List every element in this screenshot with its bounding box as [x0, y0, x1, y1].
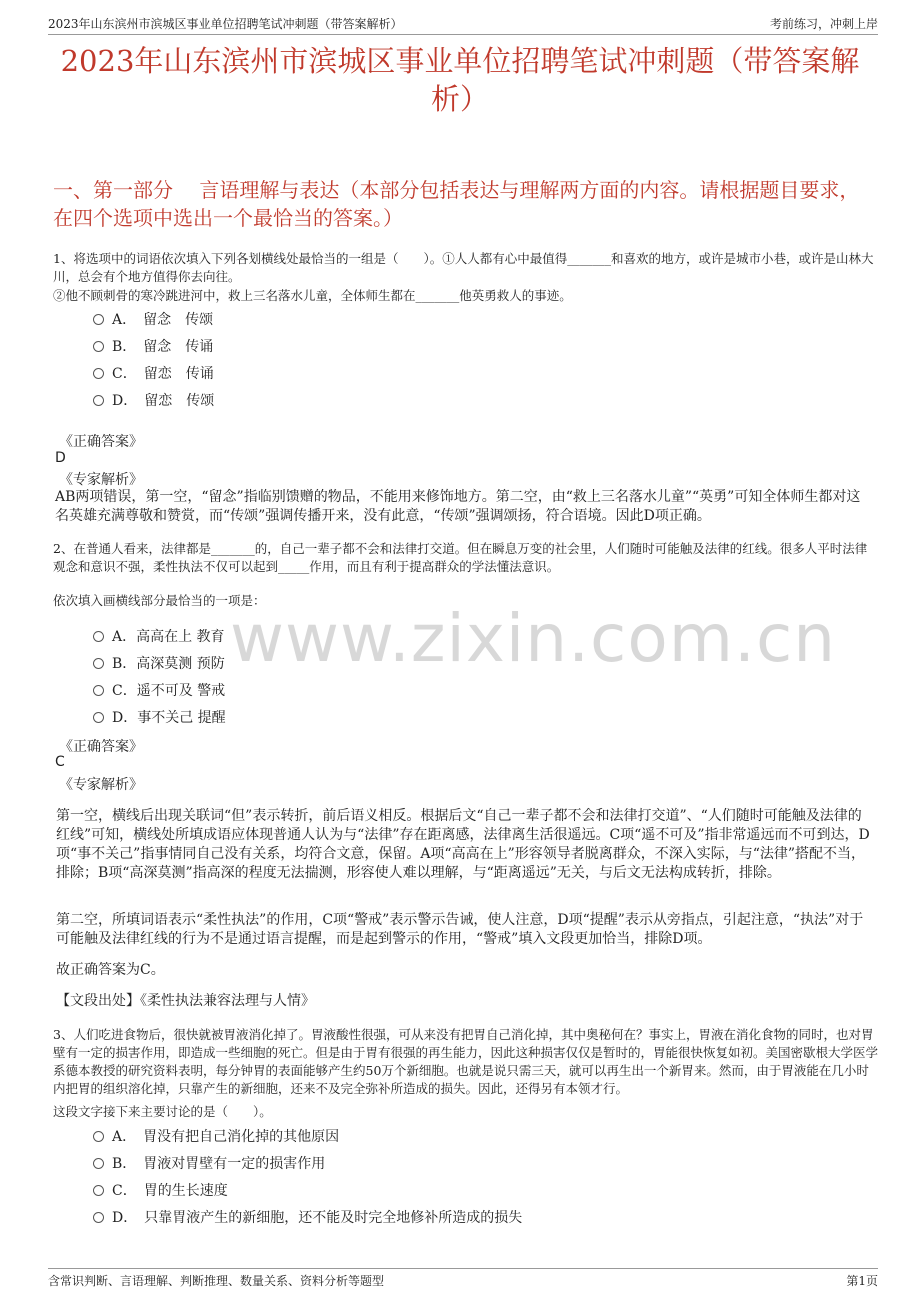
- document-title: 2023年山东滨州市滨城区事业单位招聘笔试冲刺题（带答案解析）: [60, 44, 860, 116]
- option-label: A．高高在上 教育: [112, 629, 225, 645]
- radio-icon[interactable]: [93, 1131, 104, 1142]
- question-2-stem-2: 依次填入画横线部分最恰当的一项是：: [53, 593, 266, 608]
- q3-option-c[interactable]: [93, 1180, 228, 1200]
- option-label: B．高深莫测 预防: [112, 656, 225, 672]
- option-label: D． 留恋 传颂: [112, 393, 215, 409]
- radio-icon[interactable]: [93, 685, 104, 696]
- q2-option-a[interactable]: [93, 626, 225, 646]
- option-label: C． 留恋 传诵: [112, 366, 214, 382]
- q1-option-b[interactable]: [93, 336, 213, 356]
- option-label: B． 胃液对胃壁有一定的损害作用: [112, 1156, 326, 1172]
- option-label: D．事不关己 提醒: [112, 710, 226, 726]
- q1-answer: D: [55, 450, 66, 466]
- option-label: C． 胃的生长速度: [112, 1183, 228, 1199]
- radio-icon[interactable]: [93, 368, 104, 379]
- option-label: B． 留念 传诵: [112, 339, 214, 355]
- radio-icon[interactable]: [93, 712, 104, 723]
- page-number: 第1页: [846, 1274, 878, 1288]
- q1-analysis-label: 《专家解析》: [59, 472, 143, 488]
- page-footer: [48, 1268, 878, 1289]
- header-slogan: 考前练习，冲刺上岸: [769, 17, 878, 31]
- q1-answer-label: 《正确答案》: [59, 434, 143, 450]
- q1-option-a[interactable]: [93, 309, 213, 329]
- q2-answer-label: 《正确答案》: [59, 739, 143, 755]
- radio-icon[interactable]: [93, 341, 104, 352]
- q2-answer: C: [55, 754, 65, 770]
- radio-icon[interactable]: [93, 1158, 104, 1169]
- q2-option-b[interactable]: [93, 653, 225, 673]
- question-1-stem: 1、将选项中的词语依次填入下列各划横线处最恰当的一组是（ ）。①人人都有心中最值得_______和喜欢的地方，或许是城市小巷，或许是山林大川，总会有个地方值得你去向往。: [53, 251, 874, 284]
- option-label: C．遥不可及 警戒: [112, 683, 226, 699]
- question-3-stem: 3、人们吃进食物后，很快就被胃液消化掉了。胃液酸性很强，可从来没有把胃自己消化掉，其中奥秘何在？事实上，胃液在消化食物的同时，也对胃壁有一定的损害作用，即造成一些细胞的死亡。但是由于胃有很强的再生能力，因此这种损害仅仅是暂时的，胃能很快恢复如初。美国密歇根大学医学系德本教授的研究资料表明，每分钟胃的表面能够产生约50万个新细胞。也就是说只需三天，就可以再生出一个新胃来。然而，由于胃液能在几小时内把胃的组织溶化掉，只靠产生的新细胞，还来不及完全弥补所造成的损失。因此，还得另有本领才行。: [53, 1027, 879, 1096]
- radio-icon[interactable]: [93, 314, 104, 325]
- radio-icon[interactable]: [93, 1212, 104, 1223]
- q2-analysis-p2: 第二空，所填词语表示“柔性执法”的作用，C项“警戒”表示警示告诫，使人注意，D项“提醒”表示从旁指点，引起注意，“执法”对于可能触及法律红线的行为不是通过语言提醒，而是起到警示的作用，“警戒”填入文段更加恰当，排除D项。: [56, 912, 864, 947]
- q1-analysis: AB两项错误，第一空，“留念”指临别馈赠的物品，不能用来修饰地方。第二空，由“救上三名落水儿童”“英勇”可知全体师生都对这名英雄充满尊敬和赞赏，而“传颂”强调传播开来，没有此意，“传颂”强调颂扬，符合语境。因此D项正确。: [55, 489, 861, 524]
- radio-icon[interactable]: [93, 631, 104, 642]
- option-label: A． 留念 传颂: [112, 312, 214, 328]
- question-3-stem-2: 这段文字接下来主要讨论的是（ ）。: [53, 1104, 272, 1119]
- radio-icon[interactable]: [93, 658, 104, 669]
- q3-option-d[interactable]: [93, 1207, 522, 1227]
- q2-analysis-label: 《专家解析》: [59, 777, 143, 793]
- q2-analysis-p3: 故正确答案为C。: [56, 962, 165, 978]
- watermark: www.zixin.com.cn: [230, 600, 837, 677]
- q1-option-c[interactable]: [93, 363, 214, 383]
- option-label: D． 只靠胃液产生的新细胞，还不能及时完全地修补所造成的损失: [112, 1210, 523, 1226]
- footer-note: 含常识判断、言语理解、判断推理、数量关系、资料分析等题型: [48, 1274, 385, 1288]
- q2-option-c[interactable]: [93, 680, 225, 700]
- option-label: A． 胃没有把自己消化掉的其他原因: [112, 1129, 340, 1145]
- question-1-stem-2: ②他不顾刺骨的寒冷跳进河中，救上三名落水儿童，全体师生都在_______他英勇救人的事迹。: [53, 288, 572, 303]
- q2-option-d[interactable]: [93, 707, 226, 727]
- q3-option-b[interactable]: [93, 1153, 325, 1173]
- header-title: 2023年山东滨州市滨城区事业单位招聘笔试冲刺题（带答案解析）: [48, 17, 403, 31]
- q1-option-d[interactable]: [93, 390, 214, 410]
- q2-source: 【文段出处】《柔性执法兼容法理与人情》: [56, 993, 315, 1009]
- question-2-stem: 2、在普通人看来，法律都是_______的，自己一辈子都不会和法律打交道。但在瞬息万变的社会里，人们随时可能触及法律的红线。很多人平时法律观念和意识不强，柔性执法不仅可以起到_____作用，而且有利于提高群众的学法懂法意识。: [53, 541, 868, 574]
- section-heading: 一、第一部分 言语理解与表达（本部分包括表达与理解两方面的内容。请根据题目要求，在四个选项中选出一个最恰当的答案。）: [53, 178, 860, 230]
- radio-icon[interactable]: [93, 1185, 104, 1196]
- q3-option-a[interactable]: [93, 1126, 339, 1146]
- radio-icon[interactable]: [93, 395, 104, 406]
- page-header: [48, 10, 878, 35]
- q2-analysis-p1: 第一空，横线后出现关联词“但”表示转折，前后语义相反。根据后文“自己一辈子都不会和法律打交道”、“人们随时可能触及法律的红线”可知，横线处所填成语应体现普通人认为与“法律”存在距离感，法律离生活很遥远。C项“遥不可及”指非常遥远而不可到达，D项“事不关己”指事情同自己没有关系，均符合文意，保留。A项“高高在上”形容领导者脱离群众，不深入实际，与“法律”搭配不当，排除；B项“高深莫测”指高深的程度无法揣测，形容使人难以理解，与“距离遥远”无关，与后文无法构成转折，排除。: [56, 808, 870, 881]
